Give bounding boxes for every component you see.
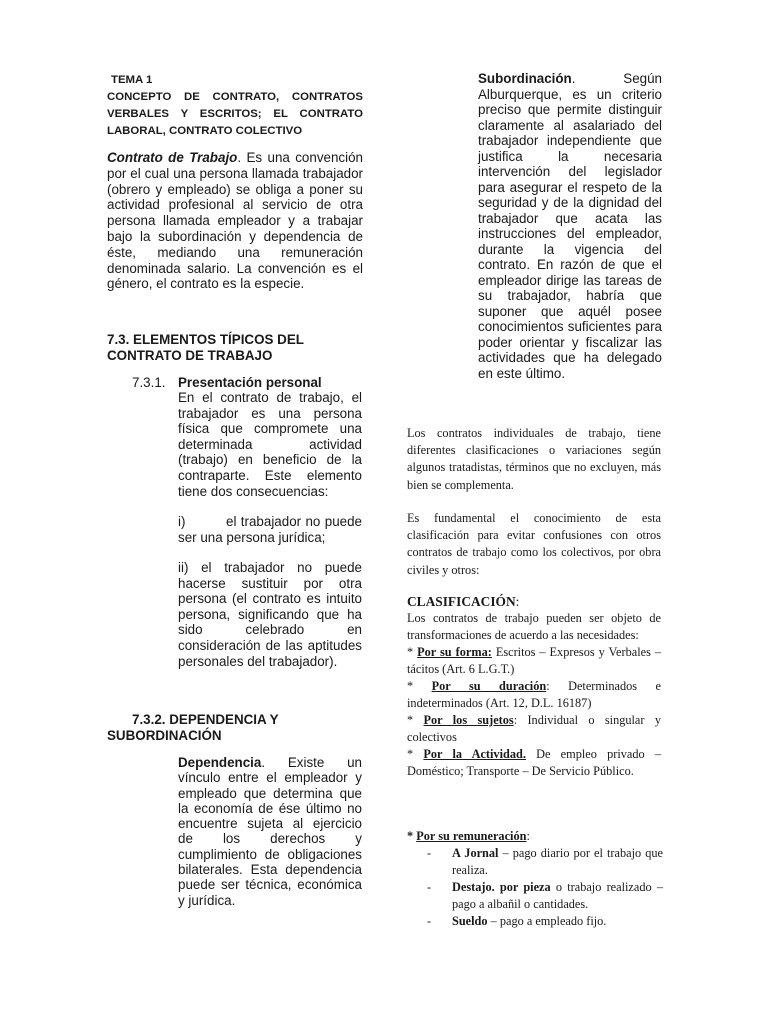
subordinacion-term: Subordinación [478, 71, 572, 86]
section-7-3-2-heading [107, 712, 363, 743]
contratos-individuales-paragraph: Los contratos individuales de trabajo, tiene diferentes clasificaciones o variaciones según algunos tratadistas, términos que no excluyen, más bien se complementa. [407, 426, 661, 492]
list-item [407, 845, 663, 879]
clasificacion-heading-suffix: : [515, 594, 520, 609]
contract-definition [107, 150, 363, 292]
tema-title: CONCEPTO DE CONTRATO, CONTRATOS VERBALES Y ESCRITOS; EL CONTRATO LABORAL, CONTRATO COLECTIVO [107, 91, 363, 137]
dependencia-paragraph [178, 755, 362, 908]
dash-bullet: - [427, 914, 432, 928]
tema-label: TEMA 1 [111, 74, 153, 86]
consequence-item-1-text: el trabajador no puede ser una persona jurídica; [178, 514, 362, 545]
item-text: : Individual o singular y colectivos [407, 713, 661, 744]
clasificacion-intro: Los contratos de trabajo pueden ser objeto de transformaciones de acuerdo a las necesidades: [407, 611, 661, 642]
dependencia-term: Dependencia [178, 755, 262, 770]
remuneracion-suffix: : [526, 829, 530, 843]
section-7-3-2-heading-line1: 7.3.2. DEPENDENCIA Y [132, 712, 279, 727]
clasificacion-item [407, 644, 661, 678]
section-7-3-1-title: Presentación personal [178, 375, 322, 390]
item-star: * [407, 713, 424, 727]
clasificacion-list [407, 610, 661, 780]
item-text: Escritos – Expresos y Verbales – tácitos (Art. 6 L.G.T.) [407, 645, 661, 676]
item-label: Por su duración [431, 679, 547, 693]
definition-term: Contrato de Trabajo [107, 150, 238, 165]
remuneracion-list [407, 845, 663, 930]
section-7-3-2-heading-line2: SUBORDINACIÓN [107, 727, 222, 743]
tema-header [107, 72, 363, 140]
item-label: Por su forma: [417, 645, 492, 659]
item-star: * [407, 679, 432, 693]
item-star: * [407, 747, 424, 761]
section-7-3-heading: 7.3. ELEMENTOS TÍPICOS DEL CONTRATO DE TRABAJO [107, 332, 304, 363]
clasificacion-item [407, 746, 661, 780]
fundamental-paragraph: Es fundamental el conocimiento de esta clasificación para evitar confusiones con otros contratos de trabajo como los colectivos, por obra civiles y otros: [407, 511, 661, 577]
item-key: Destajo. por pieza [452, 880, 551, 894]
list-item [407, 913, 663, 930]
item-label: Por los sujetos [423, 713, 514, 727]
definition-text: . Es una convención por el cual una persona llamada trabajador (obrero y empleado) se obliga a poner su actividad profesional al servicio de otra persona llamada empleador y a trabajar bajo la subordinación y dependencia de éste, mediando una remuneración denominada salario. La convención es el género, el contrato es la especie. [107, 150, 363, 292]
section-7-3-1-body: En el contrato de trabajo, el trabajador es una persona física que compromete una determinada actividad (trabajo) en beneficio de la contraparte. Este elemento tiene dos consecuencias: [178, 390, 362, 499]
dependencia-text: . Existe un vínculo entre el empleador y empleado que determina que la economía de ése último no encuentre sujeta al ejercicio de los derechos y cumplimiento de obligaciones bilaterales. Esta dependencia puede ser técnica, económica y jurídica. [178, 755, 362, 908]
section-7-3-1-number: 7.3.1. [132, 375, 166, 390]
item-key: Sueldo [452, 914, 488, 928]
subordinacion-text: . Según Alburquerque, es un criterio preciso que permite distinguir claramente al asalariado del trabajador independiente que justifica la necesaria intervención del legislador para asegurar el respeto de la seguridad y de la dignidad del trabajador que acata las instrucciones del empleador, durante la vigencia del contrato. En razón de que el empleador dirige las tareas de su trabajador, habría que suponer que aquél posee conocimientos suficientes para poder orientar y fiscalizar las actividades que ha delegado en este último. [478, 71, 662, 381]
item-text: De empleo privado – Doméstico; Transporte – De Servicio Público. [407, 747, 662, 778]
consequence-item-1 [178, 514, 362, 545]
dash-bullet: - [427, 846, 432, 860]
list-item [407, 879, 663, 913]
dash-bullet: - [427, 880, 432, 894]
clasificacion-item [407, 712, 661, 746]
clasificacion-heading-text: CLASIFICACIÓN [407, 594, 516, 609]
item-text: o trabajo realizado – pago a albañil o cantidades. [452, 880, 663, 911]
item-label: Por la Actividad. [423, 747, 526, 761]
subordinacion-paragraph [478, 71, 662, 381]
clasificacion-heading [407, 593, 519, 610]
remuneracion-label: Por su remuneración [416, 829, 527, 843]
item-text: – pago diario por el trabajo que realiza. [452, 846, 663, 877]
item-star: * [407, 645, 418, 659]
remuneracion-heading [407, 828, 530, 845]
consequence-item-1-marker: i) [178, 514, 186, 529]
item-text: – pago a empleado fijo. [487, 914, 607, 928]
item-text: : Determinados e indeterminados (Art. 12, D.L. 16187) [407, 679, 661, 710]
clasificacion-item [407, 678, 661, 712]
item-key: A Jornal [452, 846, 499, 860]
remuneracion-star: * [407, 829, 417, 843]
consequence-item-2: ii) el trabajador no puede hacerse sustituir por otra persona (el contrato es intuito persona, significando que ha sido celebrado en consideración de las aptitudes personales del trabajador). [178, 560, 362, 669]
